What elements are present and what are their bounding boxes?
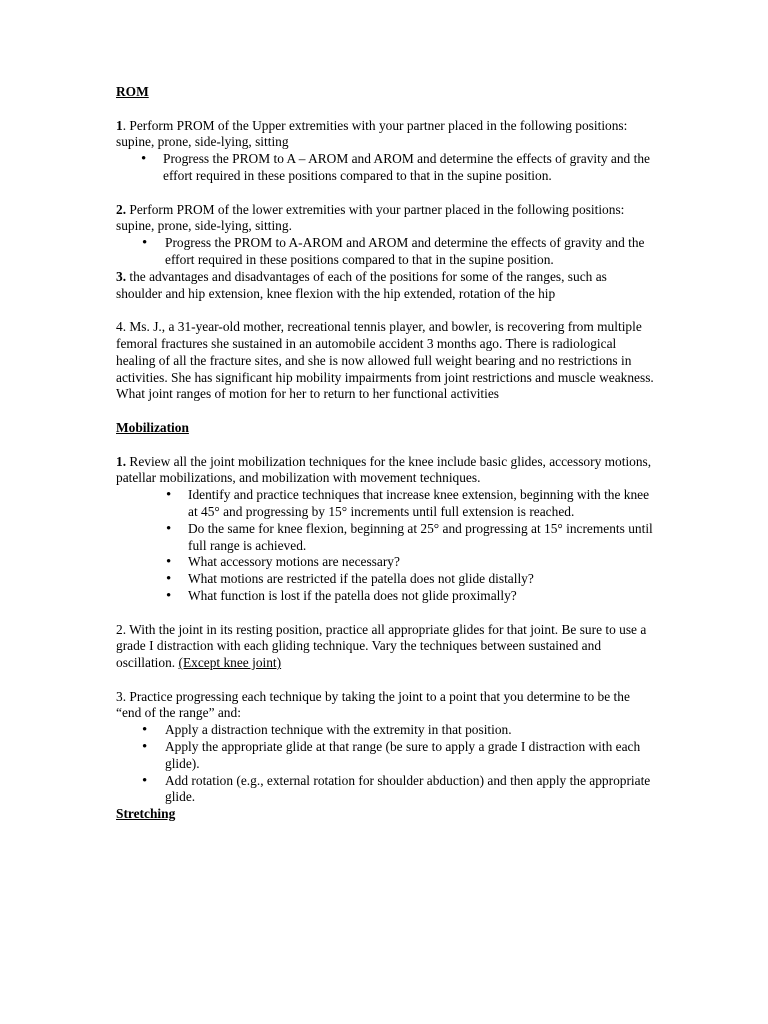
rom-item-2-bullets [116, 235, 656, 269]
rom-item-1-number: 1 [116, 117, 123, 133]
list-item: • Identify and practice techniques that increase knee extension, beginning with the knee at 45° and progressing by 15° increments until full extension is reached. [116, 487, 656, 521]
mobilization-item-3-bullets [116, 722, 656, 806]
rom-item-2 [116, 202, 656, 236]
mobilization-item-1 [116, 454, 656, 488]
rom-heading: ROM [116, 84, 149, 99]
list-item: • Do the same for knee flexion, beginning at 25° and progressing at 15° increments until full range is achieved. [116, 521, 656, 555]
rom-item-2-bullet: • Progress the PROM to A-AROM and AROM and determine the effects of gravity and the effort required in these positions compared to that in the supine position. [116, 235, 656, 269]
list-item: • Apply the appropriate glide at that range (be sure to apply a grade I distraction with each glide). [116, 739, 656, 773]
mobilization-item-1-bullets [116, 487, 656, 605]
rom-item-3-text: the advantages and disadvantages of each of the positions for some of the ranges, such as shoulder and hip extension, knee flexion with the hip extended, rotation of the hip [116, 268, 607, 301]
list-item: • Apply a distraction technique with the extremity in that position. [116, 722, 656, 739]
mobilization-item-1-text: Review all the joint mobilization techniques for the knee include basic glides, accessory motions, patellar mobilizations, and mobilization with movement techniques. [116, 453, 652, 486]
rom-item-4: 4. Ms. J., a 31-year-old mother, recreational tennis player, and bowler, is recovering from multiple femoral fractures she sustained in an automobile accident 3 months ago. There is radiological healing of all the fracture sites, and she is now allowed full weight bearing and no restrictions in activities. She has significant hip mobility impairments from joint restrictions and muscle weakness. What joint ranges of motion for her to return to her functional activities [116, 319, 654, 402]
mobilization-item-2 [116, 622, 656, 672]
list-item: • What motions are restricted if the patella does not glide distally? [116, 571, 656, 588]
except-knee-note: (Except knee joint) [178, 655, 282, 671]
rom-item-3-number: 3. [116, 268, 127, 284]
rom-item-1-bullet: • Progress the PROM to A – AROM and AROM and determine the effects of gravity and the effort required in these positions compared to that in the supine position. [116, 151, 656, 185]
list-item: • What accessory motions are necessary? [116, 554, 656, 571]
document-page [116, 84, 656, 823]
mobilization-item-2-text: 2. With the joint in its resting position, practice all appropriate glides for that joint. Be sure to use a grade I distraction with each gliding technique. Vary the techniques between sustained and oscillation. [116, 621, 647, 671]
mobilization-item-3: 3. Practice progressing each technique by taking the joint to a point that you determine to be the “end of the range” and: [116, 688, 630, 721]
rom-item-2-text: Perform PROM of the lower extremities with your partner placed in the following positions: supine, prone, side-lying, sitting. [116, 201, 625, 234]
rom-item-2-number: 2. [116, 201, 127, 217]
rom-item-3 [116, 269, 656, 303]
mobilization-heading: Mobilization [116, 419, 189, 435]
list-item: • What function is lost if the patella does not glide proximally? [116, 588, 656, 605]
rom-item-1-text: . Perform PROM of the Upper extremities with your partner placed in the following positions: supine, prone, side-lying, sitting [116, 117, 628, 150]
mobilization-item-1-number: 1. [116, 453, 127, 469]
rom-item-1 [116, 118, 656, 152]
rom-item-1-bullets [116, 151, 656, 185]
stretching-heading: Stretching [116, 806, 176, 822]
list-item: • Add rotation (e.g., external rotation for shoulder abduction) and then apply the appropriate glide. [116, 773, 656, 807]
